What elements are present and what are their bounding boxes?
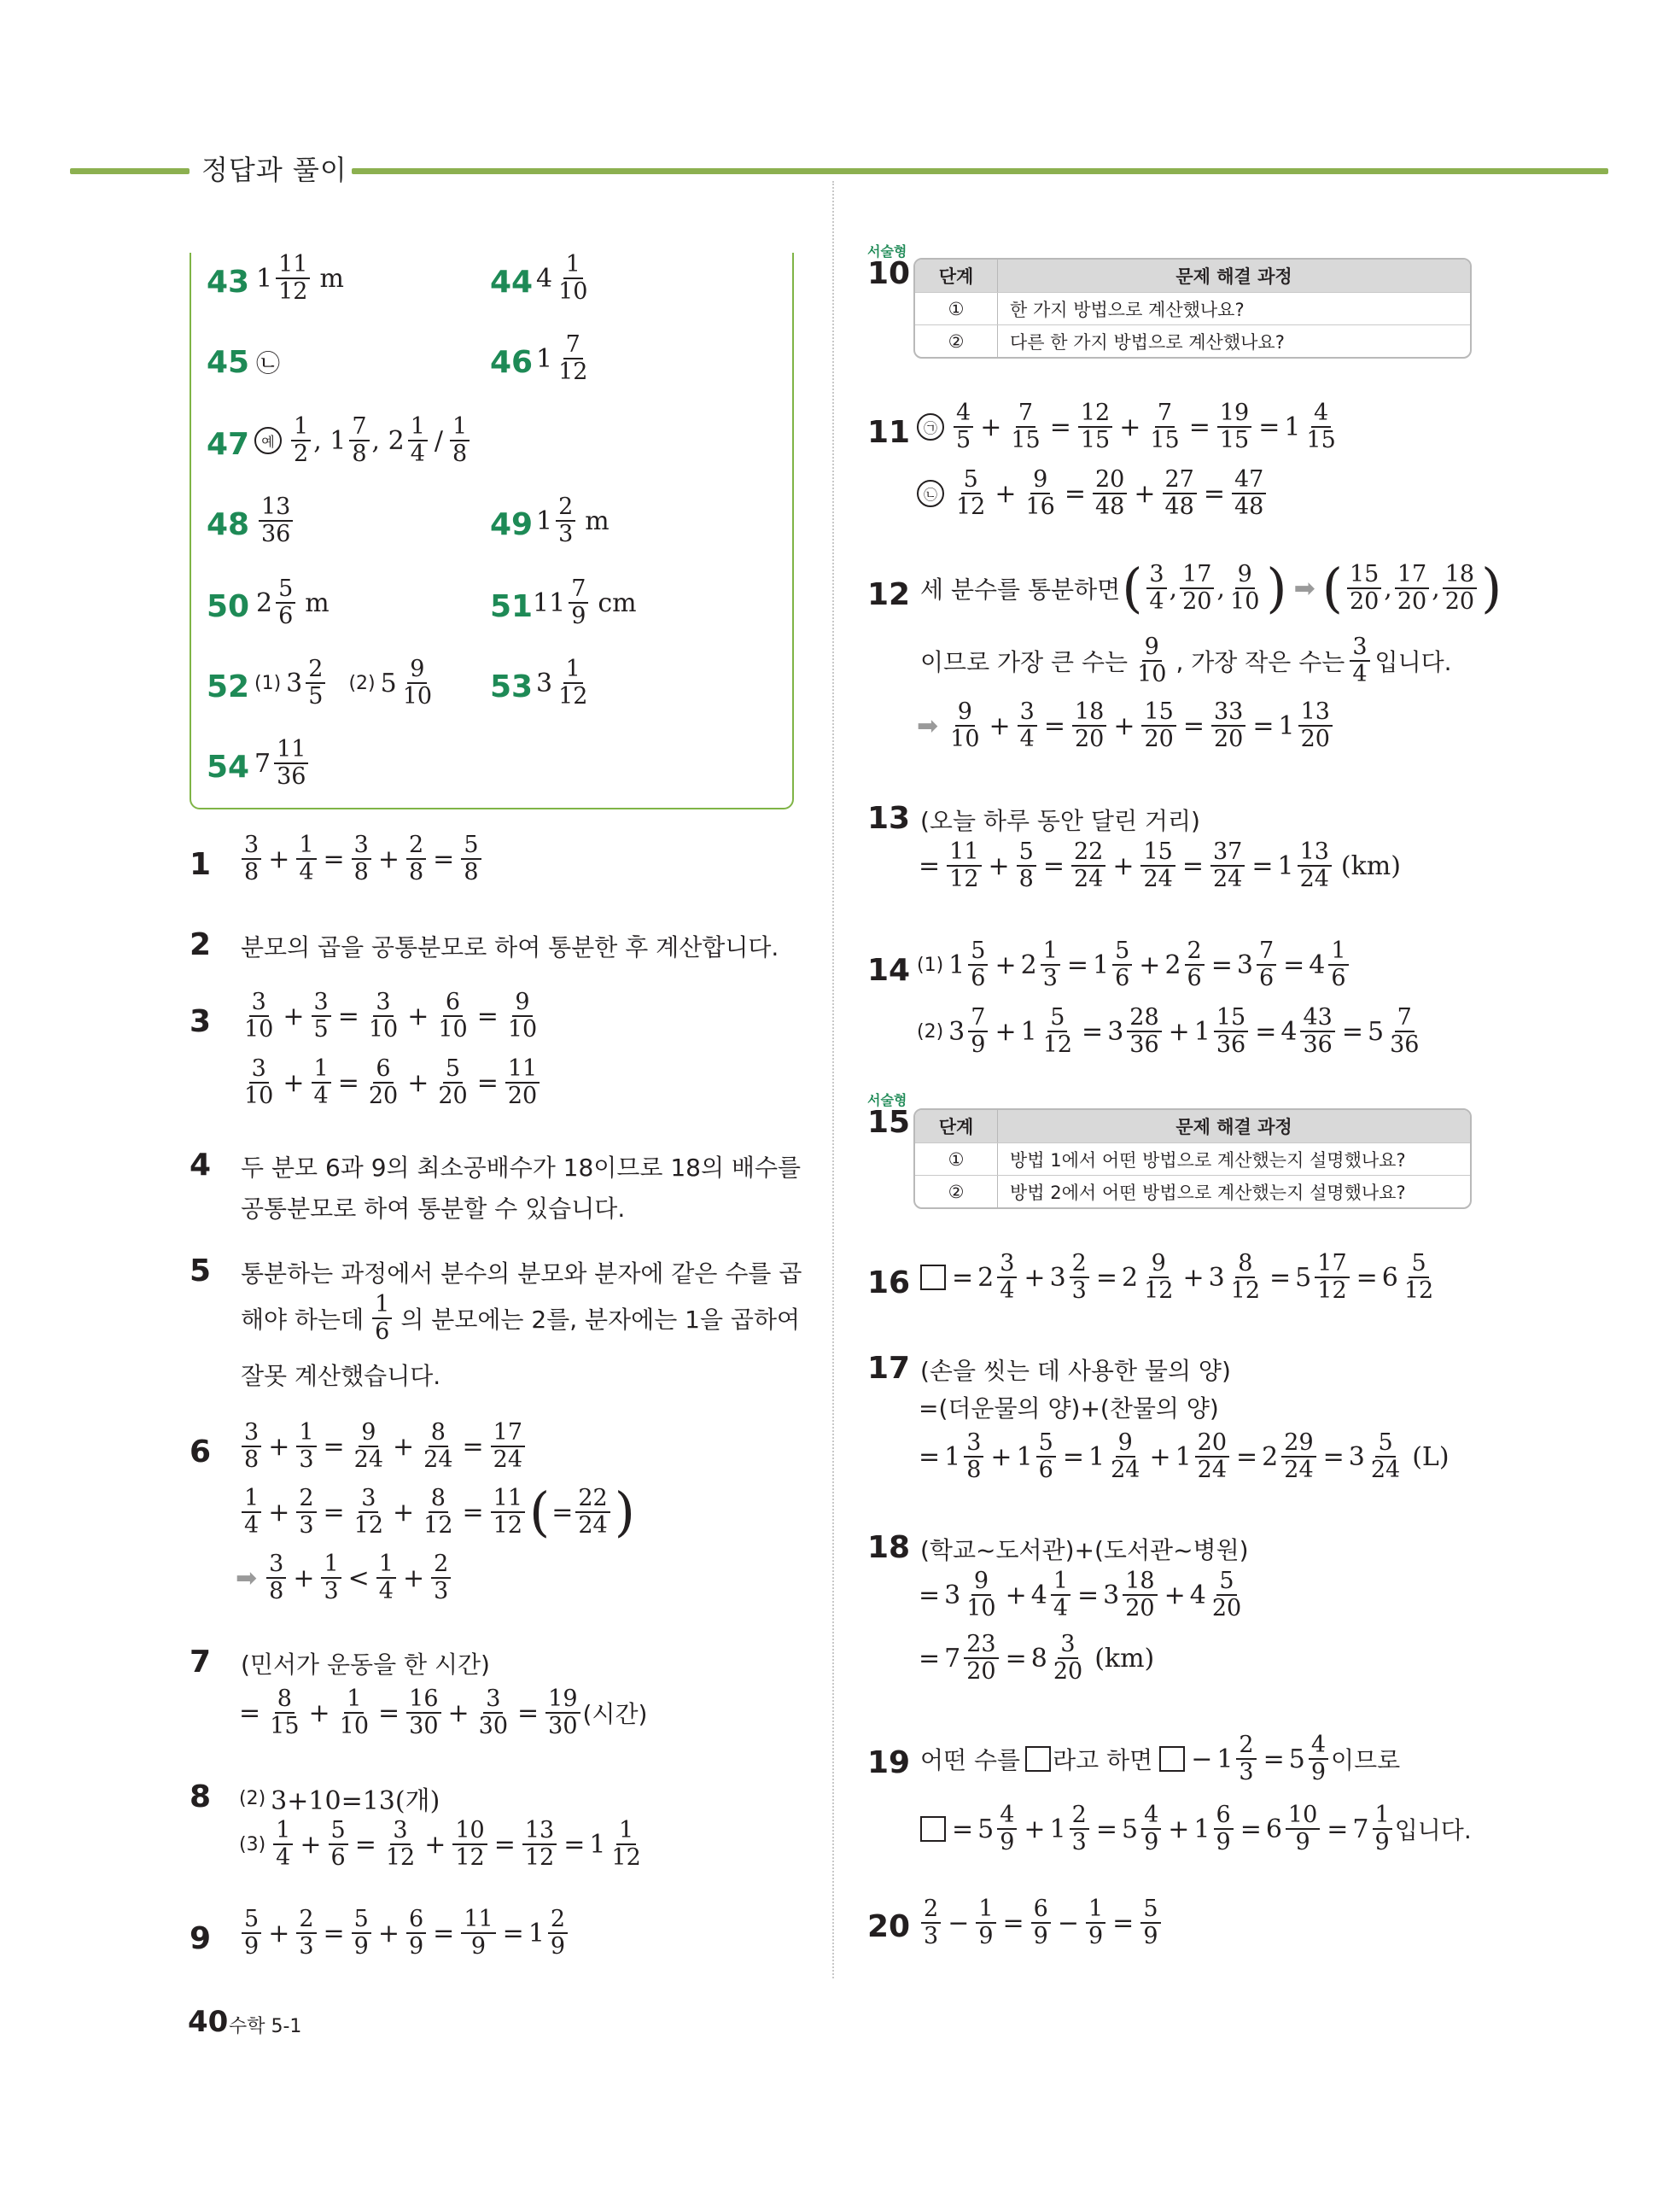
solution-4-line-2: 공통분모로 하여 통분할 수 있습니다.: [241, 1195, 626, 1223]
problem-number: 7: [190, 1645, 212, 1680]
arrow-icon: ➡: [236, 1563, 258, 1593]
answer-number: 47: [207, 427, 250, 462]
solution-8-line-1: (2) 3+10=13(개): [239, 1786, 440, 1816]
header-rule-left: [70, 168, 190, 174]
solution-9: $\frac{5}{9}$ + $\frac{2}{3}$ = $\frac{5}{9}$ + $\frac{6}{9}$ = $\frac{11}{9}$ = 1 $\frac{2}{9}$: [239, 1908, 570, 1960]
answer-44: 4 $\frac{1}{10}$: [536, 251, 588, 306]
solution-3-line-1: $\frac{3}{10}$ + $\frac{3}{5}$ = $\frac{3}{10}$ + $\frac{6}{10}$ = $\frac{9}{10}$: [244, 989, 538, 1043]
problem-number: 11: [867, 415, 911, 450]
solution-8-line-2: (3) $\frac{1}{4}$ + $\frac{5}{6}$ = $\frac{3}{12}$ + $\frac{10}{12}$ = $\frac{13}{12}$ = 1 $\frac{1}{12}$: [239, 1817, 641, 1872]
solution-7-line: = $\frac{8}{15}$ + $\frac{1}{10}$ = $\frac{16}{30}$ + $\frac{3}{30}$ = $\frac{19}{30}$ (시간): [239, 1686, 648, 1740]
solution-14-line-2: (2) 3 $\frac{7}{9}$ + 1 $\frac{5}{12}$ = 3 $\frac{28}{36}$ + 1 $\frac{15}{36}$ = 4 $\frac{43}{36}$ = 5 $\frac{7}{36}$: [917, 1004, 1420, 1059]
answer-number: 48: [207, 507, 250, 542]
solution-6-line-3: ➡ $\frac{3}{8}$ + $\frac{1}{3}$ < $\frac{1}{4}$ + $\frac{2}{3}$: [236, 1552, 453, 1604]
solution-1: $\frac{3}{8}$ + $\frac{1}{4}$ = $\frac{3}{8}$ + $\frac{2}{8}$ = $\frac{5}{8}$: [239, 833, 484, 885]
solution-2: 분모의 곱을 공통분모로 하여 통분한 후 계산합니다.: [241, 933, 779, 961]
answer-54: 7 $\frac{11}{36}$: [254, 738, 311, 790]
solution-6-line-1: $\frac{3}{8}$ + $\frac{1}{3}$ = $\frac{9}{24}$ + $\frac{8}{24}$ = $\frac{17}{24}$: [239, 1421, 528, 1473]
answer-52: (1) 3 $\frac{2}{5}$ (2) 5 $\frac{9}{10}$: [254, 656, 433, 710]
answer-number: 46: [490, 345, 534, 380]
arrow-icon: ➡: [917, 710, 939, 741]
solution-18-line-2: = 3 $\frac{9}{10}$ + 4 $\frac{1}{4}$ = 3 $\frac{18}{20}$ + 4 $\frac{5}{20}$: [919, 1568, 1242, 1622]
answer-number: 52: [207, 669, 250, 704]
blank-box-icon: [1159, 1746, 1185, 1772]
solution-20: $\frac{2}{3}$ − $\frac{1}{9}$ = $\frac{6}{9}$ − $\frac{1}{9}$ = $\frac{5}{9}$: [919, 1897, 1164, 1949]
answer-number: 44: [490, 265, 534, 300]
answer-45: ㉡: [256, 349, 281, 377]
solution-12-line-1: 세 분수를 통분하면 ( $\frac{3}{4}$ , $\frac{17}{20}$ , $\frac{9}{10}$ ) ➡ ( $\frac{15}{20}$ , $\frac{17}{20}$ , $\frac{18}{20}$ ): [920, 557, 1502, 619]
problem-number: 13: [867, 801, 911, 836]
answer-49: 1 $\frac{2}{3}$ m: [536, 494, 610, 548]
solution-5-line-2: 해야 하는데 $\frac{1}{6}$ 의 분모에는 2를, 분자에는 1을 곱하여: [241, 1291, 801, 1346]
solution-17-label: (손을 씻는 데 사용한 물의 양): [920, 1357, 1231, 1385]
solution-5-line-1: 통분하는 과정에서 분수의 분모와 분자에 같은 수를 곱: [241, 1259, 802, 1288]
answer-number: 53: [490, 669, 534, 704]
solution-18-line-3: = 7 $\frac{23}{20}$ = 8 $\frac{3}{20}$ (km): [919, 1631, 1155, 1686]
answer-46: 1 $\frac{7}{12}$: [536, 331, 588, 386]
column-divider: [832, 181, 834, 1978]
problem-number: 3: [190, 1004, 212, 1039]
answer-number: 54: [207, 750, 250, 785]
solution-12-line-2: 이므로 가장 큰 수는 $\frac{9}{10}$ , 가장 작은 수는 $\frac{3}{4}$ 입니다.: [920, 634, 1452, 688]
solution-13-line: = $\frac{11}{12}$ + $\frac{5}{8}$ = $\frac{22}{24}$ + $\frac{15}{24}$ = $\frac{37}{24}$ = 1 $\frac{13}{24}$ (km): [919, 838, 1401, 893]
answer-number: 43: [207, 265, 250, 300]
solution-19-line-1: 어떤 수를 라고 하면 − 1 $\frac{2}{3}$ = 5 $\frac{4}{9}$ 이므로: [920, 1732, 1401, 1786]
answer-50: 2 $\frac{5}{6}$ m: [256, 576, 330, 630]
solution-18-label: (학교~도서관)+(도서관~병원): [920, 1536, 1249, 1564]
answer-51: 11 $\frac{7}{9}$ cm: [533, 576, 637, 630]
problem-number: 15: [867, 1105, 911, 1140]
problem-number: 9: [190, 1921, 212, 1956]
section-title: 정답과 풀이: [201, 154, 347, 186]
footer-subject: 수학 5-1: [229, 2016, 302, 2037]
problem-number: 5: [190, 1253, 212, 1288]
answer-53: 3 $\frac{1}{12}$: [536, 656, 588, 710]
blank-box-icon: [920, 1265, 946, 1290]
answer-43: 1 $\frac{11}{12}$ m: [256, 251, 344, 306]
solution-6-line-2: $\frac{1}{4}$ + $\frac{2}{3}$ = $\frac{3}{12}$ + $\frac{8}{12}$ = $\frac{11}{12}$ ( = $\frac{22}{24}$ ): [239, 1486, 637, 1539]
answer-number: 49: [490, 507, 534, 542]
problem-number: 19: [867, 1745, 911, 1780]
blank-box-icon: [920, 1816, 946, 1842]
answer-48: $\frac{13}{36}$: [256, 495, 295, 547]
problem-number: 4: [190, 1148, 212, 1183]
descriptive-tag: 서술형: [867, 243, 907, 260]
solution-19-line-2: = 5 $\frac{4}{9}$ + 1 $\frac{2}{3}$ = 5 $\frac{4}{9}$ + 1 $\frac{6}{9}$ = 6 $\frac{10}{9}$ = 7 $\frac{1}{9}$ 입니다.: [919, 1803, 1472, 1855]
problem-number: 18: [867, 1530, 911, 1565]
solution-11-a: ㉠ $\frac{4}{5}$ + $\frac{7}{15}$ = $\frac{12}{15}$ + $\frac{7}{15}$ = $\frac{19}{15}$ = 1 $\frac{4}{15}$: [917, 401, 1341, 453]
arrow-icon: ➡: [1293, 573, 1315, 604]
blank-box-icon: [1025, 1746, 1051, 1772]
answer-number: 51: [490, 589, 534, 624]
grading-table-10: 단계 문제 해결 과정 ① 한 가지 방법으로 계산했나요? ② 다른 한 가지 방법으로 계산했나요?: [913, 258, 1472, 359]
solution-5-line-3: 잘못 계산했습니다.: [241, 1362, 441, 1390]
page-number: 40: [188, 2005, 229, 2039]
solution-11-b: ㉡ $\frac{5}{12}$ + $\frac{9}{16}$ = $\frac{20}{48}$ + $\frac{27}{48}$ = $\frac{47}{48}$: [917, 468, 1269, 520]
solution-17-line-2: =(더운물의 양)+(찬물의 양): [919, 1394, 1219, 1423]
problem-number: 20: [867, 1909, 911, 1944]
solution-14-line-1: (1) 1 $\frac{5}{6}$ + 2 $\frac{1}{3}$ = 1 $\frac{5}{6}$ + 2 $\frac{2}{6}$ = 3 $\frac{7}{6}$ = 4 $\frac{1}{6}$: [917, 939, 1351, 991]
problem-number: 10: [867, 256, 911, 291]
problem-number: 17: [867, 1351, 911, 1386]
answer-number: 45: [207, 345, 250, 380]
problem-number: 12: [867, 577, 911, 612]
grading-table-15: 단계 문제 해결 과정 ① 방법 1에서 어떤 방법으로 계산했는지 설명했나요? ② 방법 2에서 어떤 방법으로 계산했는지 설명했나요?: [913, 1108, 1472, 1209]
problem-number: 14: [867, 953, 911, 988]
problem-number: 16: [867, 1265, 911, 1300]
solution-17-line-3: = 1 $\frac{3}{8}$ + 1 $\frac{5}{6}$ = 1 $\frac{9}{24}$ + 1 $\frac{20}{24}$ = 2 $\frac{29}{24}$ = 3 $\frac{5}{24}$ (L): [919, 1429, 1450, 1484]
answer-47: 예 $\frac{1}{2}$ , 1 $\frac{7}{8}$ , 2 $\frac{1}{4}$ / $\frac{1}{8}$: [254, 415, 472, 467]
problem-number: 2: [190, 927, 212, 962]
answer-number: 50: [207, 589, 250, 624]
problem-number: 1: [190, 847, 212, 882]
solution-13-label: (오늘 하루 동안 달린 거리): [920, 807, 1200, 835]
solution-3-line-2: $\frac{3}{10}$ + $\frac{1}{4}$ = $\frac{6}{20}$ + $\frac{5}{20}$ = $\frac{11}{20}$: [239, 1057, 542, 1109]
problem-number: 8: [190, 1779, 212, 1814]
problem-number: 6: [190, 1434, 212, 1469]
solution-4-line-1: 두 분모 6과 9의 최소공배수가 18이므로 18의 배수를: [241, 1154, 802, 1182]
solution-12-line-3: ➡ $\frac{9}{10}$ + $\frac{3}{4}$ = $\frac{18}{20}$ + $\frac{15}{20}$ = $\frac{33}{20}$ = 1 $\frac{13}{20}$: [917, 700, 1335, 752]
solution-16: = 2 $\frac{3}{4}$ + 3 $\frac{2}{3}$ = 2 $\frac{9}{12}$ + 3 $\frac{8}{12}$ = 5 $\frac{17}{12}$ = 6 $\frac{5}{12}$: [919, 1252, 1438, 1304]
solution-7-label: (민서가 운동을 한 시간): [241, 1651, 490, 1679]
header-rule-right: [352, 168, 1608, 174]
descriptive-tag: 서술형: [867, 1092, 907, 1108]
